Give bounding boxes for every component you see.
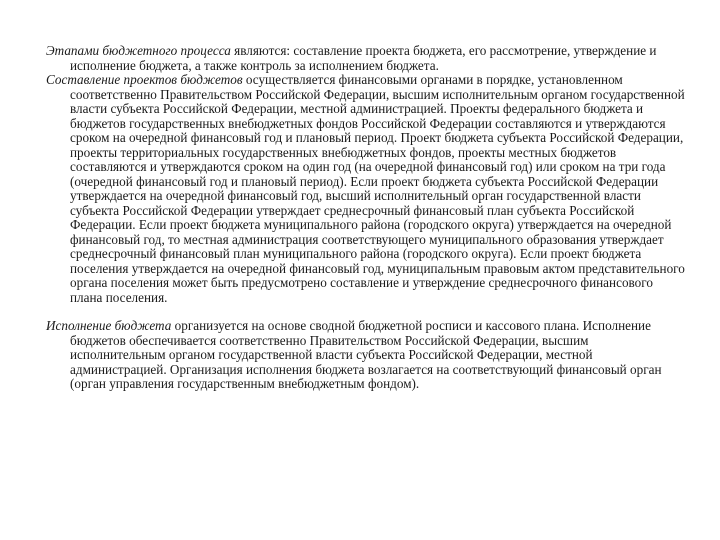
term-budget-execution: Исполнение бюджета <box>46 318 172 333</box>
paragraph-budget-drafting <box>46 73 686 305</box>
paragraph-budget-execution <box>46 319 686 392</box>
paragraph-text: осуществляется финансовыми органами в порядке, установленном соответственно Правительством Российской Федерации, высшим исполнительным органом государственной власти субъекта Российской Федерации, местной администрацией. Проекты федерального бюджета и бюджетов государственных внебюджетных фондов Российской Федерации составляются и утверждаются сроком на очередной финансовый год и плановый период. Проект бюджета субъекта Российской Федерации, проекты территориальных государственных внебюджетных фондов, проекты местных бюджетов составляются и утверждаются сроком на один год (на очередной финансовый год) или сроком на три года (очередной финансовый год и плановый период). Если проект бюджета субъекта Российской Федерации утверждается на очередной финансовый год, высший исполнительный орган государственной власти субъекта Российской Федерации утверждает среднесрочный финансовый план субъекта Российской Федерации. Если проект бюджета муниципального района (городского округа) утверждается на очередной финансовый год, то местная администрация соответствующего муниципального образования утверждает среднесрочный финансовый план муниципального района (городского округа). Если проект бюджета поселения утверждается на очередной финансовый год, муниципальным правовым актом представительного органа поселения может быть предусмотрено составление и утверждение среднесрочного финансового плана поселения. <box>70 72 685 305</box>
term-budget-stages: Этапами бюджетного процесса <box>46 43 231 58</box>
paragraph-text: организуется на основе сводной бюджетной росписи и кассового плана. Исполнение бюджетов обеспечивается соответственно Правительством Российской Федерации, высшим исполнительным органом государственной власти субъекта Российской Федерации, местной администрацией. Организация исполнения бюджета возлагается на соответствующий финансовый орган (орган управления государственным внебюджетным фондом). <box>70 318 662 391</box>
term-budget-drafting: Составление проектов бюджетов <box>46 72 243 87</box>
paragraph-text: являются: составление проекта бюджета, его рассмотрение, утверждение и исполнение бюджета, а также контроль за исполнением бюджета. <box>70 43 657 73</box>
paragraph-budget-stages <box>46 44 686 73</box>
text-body <box>46 44 686 392</box>
